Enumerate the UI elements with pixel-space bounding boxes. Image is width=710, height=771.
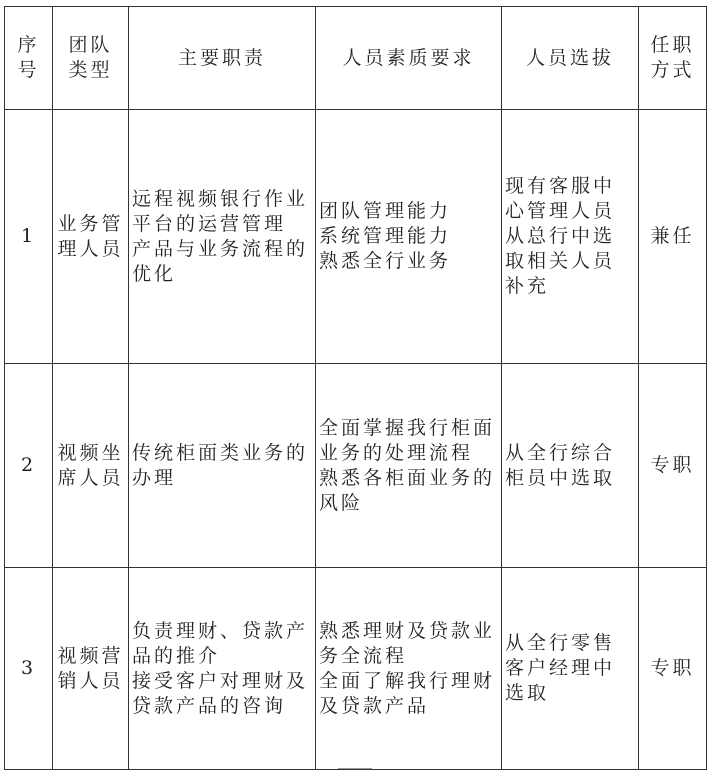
duties-line: 品的推介 [132, 644, 221, 667]
selection-line: 取相关人员 [505, 250, 616, 272]
row-seq: 3 [5, 568, 53, 770]
team-type-line: 视频坐 [57, 441, 124, 464]
team-type-line: 席人员 [57, 466, 124, 489]
row-team-type [53, 568, 129, 770]
selection-line: 从全行零售 [505, 632, 616, 654]
header-seq [5, 7, 53, 110]
header-team-type [53, 7, 129, 110]
quality-line: 全面了解我行理财 [319, 669, 496, 692]
row-seq: 1 [5, 110, 53, 364]
header-tenure [639, 7, 707, 110]
duties-line: 传统柜面类业务的 [132, 441, 309, 464]
header-team-type-line1: 团队 [68, 34, 113, 56]
row-tenure: 兼任 [639, 110, 707, 364]
row-selection [502, 110, 639, 364]
row-selection [502, 364, 639, 568]
quality-line: 风险 [319, 491, 364, 514]
duties-line: 远程视频银行作业 [132, 187, 309, 210]
quality-line: 熟悉全行业务 [319, 250, 452, 272]
row-quality [316, 110, 502, 364]
header-selection: 人员选拔 [502, 7, 639, 110]
row-quality [316, 364, 502, 568]
duties-line: 平台的运营管理 [132, 212, 287, 235]
header-tenure-line1: 任职 [650, 34, 695, 56]
header-team-type-line2: 类型 [68, 59, 113, 81]
table-row [5, 568, 707, 770]
row-duties [129, 110, 316, 364]
team-type-line: 销人员 [57, 669, 124, 692]
row-tenure: 专职 [639, 568, 707, 770]
team-type-line: 业务管 [57, 212, 124, 235]
quality-line: 团队管理能力 [319, 200, 452, 222]
row-quality [316, 568, 502, 770]
selection-line: 柜员中选取 [505, 466, 616, 489]
row-team-type [53, 110, 129, 364]
selection-line: 从总行中选 [505, 225, 616, 247]
selection-line: 客户经理中 [505, 657, 616, 679]
quality-line: 系统管理能力 [319, 225, 452, 247]
quality-line: 务全流程 [319, 644, 408, 667]
duties-line: 优化 [132, 262, 177, 285]
header-duties: 主要职责 [129, 7, 316, 110]
selection-line: 现有客服中 [505, 175, 616, 197]
table-row [5, 364, 707, 568]
row-selection [502, 568, 639, 770]
selection-line: 从全行综合 [505, 441, 616, 464]
selection-line: 心管理人员 [505, 200, 616, 222]
quality-line: 全面掌握我行柜面 [319, 416, 496, 439]
header-tenure-line2: 方式 [650, 59, 695, 81]
team-type-line: 视频营 [57, 644, 124, 667]
team-table [4, 6, 707, 770]
row-duties [129, 364, 316, 568]
header-seq-line2: 号 [17, 59, 40, 81]
row-seq: 2 [5, 364, 53, 568]
selection-line: 选取 [505, 682, 550, 704]
table-header-row [5, 7, 707, 110]
duties-line: 办理 [132, 466, 177, 489]
quality-line: 熟悉各柜面业务的 [319, 466, 496, 489]
table-row [5, 110, 707, 364]
duties-line: 产品与业务流程的 [132, 237, 309, 260]
quality-line: 及贷款产品 [319, 694, 430, 717]
selection-line: 补充 [505, 275, 550, 297]
duties-line: 接受客户对理财及 [132, 669, 309, 692]
duties-line: 贷款产品的咨询 [132, 694, 287, 717]
quality-line: 熟悉理财及贷款业 [319, 619, 496, 642]
header-seq-line1: 序 [17, 34, 40, 56]
page-divider [338, 768, 372, 769]
header-quality: 人员素质要求 [316, 7, 502, 110]
duties-line: 负责理财、贷款产 [132, 619, 309, 642]
quality-line: 业务的处理流程 [319, 441, 474, 464]
team-type-line: 理人员 [57, 237, 124, 260]
row-duties [129, 568, 316, 770]
row-team-type [53, 364, 129, 568]
row-tenure: 专职 [639, 364, 707, 568]
